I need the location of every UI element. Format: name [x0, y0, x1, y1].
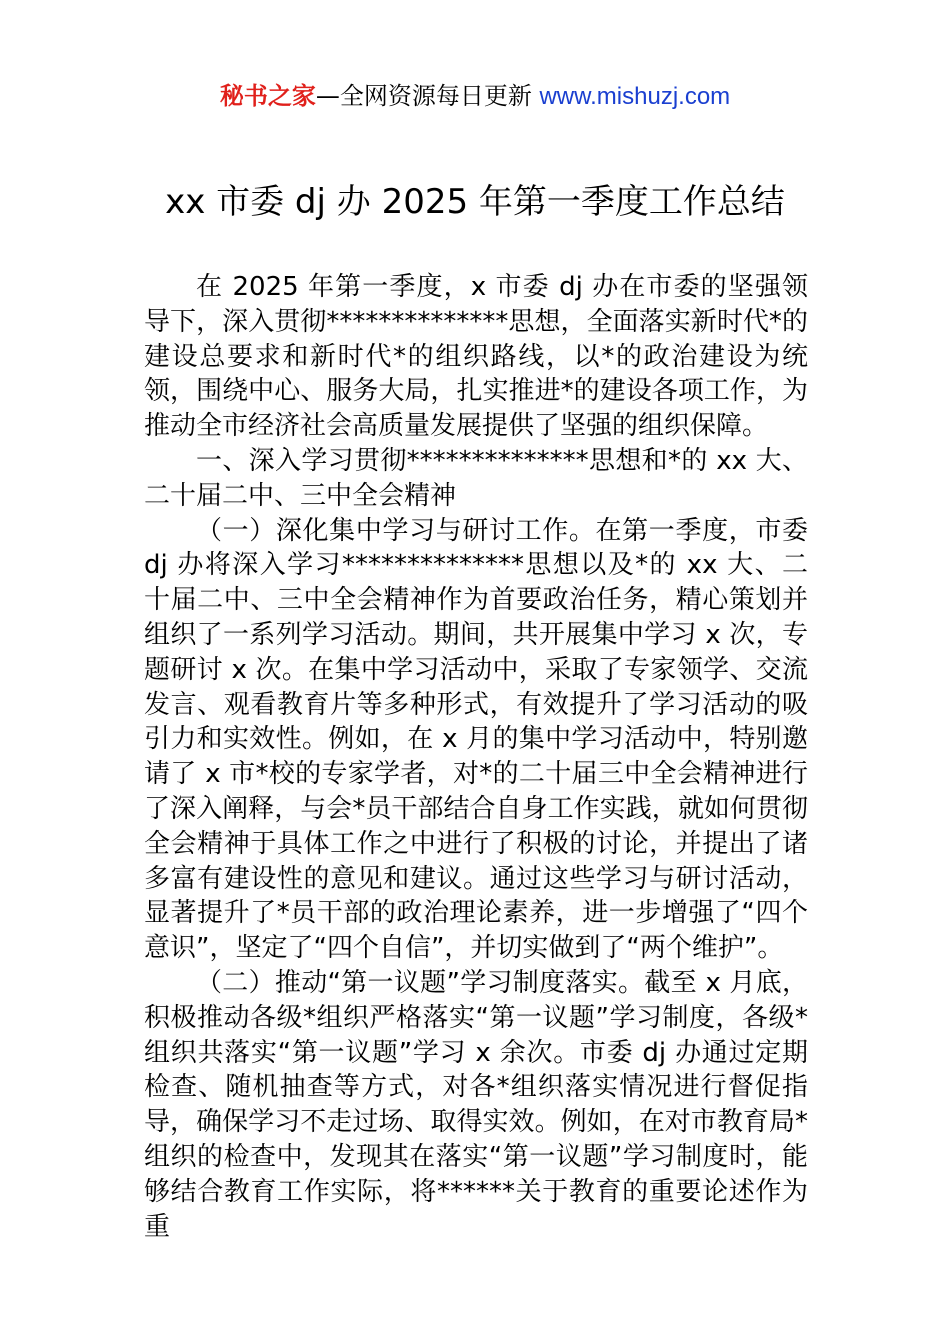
site-header [0, 80, 950, 113]
brand-name: 秘书之家 [219, 82, 316, 110]
section-heading-1: 一、深入学习贯彻**************思想和*的 xx 大、二十届二中、三中全会精神 [144, 445, 808, 511]
paragraph-subsection-2: （二）推动“第一议题”学习制度落实。截至 x 月底，积极推动各级*组织严格落实“第一议题”学习制度，各级*组织共落实“第一议题”学习 x 余次。市委 dj 办通过定期检查、随机抽查等方式，对各*组织落实情况进行督促指导，确保学习不走过场、取得实效。例如，在对市教育局*组织的检查中，发现其在落实“第一议题”学习制度时，能够结合教育工作实际，将******关于教育的重要论述作为重 [144, 967, 808, 1242]
document-body [144, 270, 808, 1244]
paragraph-intro: 在 2025 年第一季度，x 市委 dj 办在市委的坚强领导下，深入贯彻**************思想，全面落实新时代*的建设总要求和新时代*的组织路线，以*的政治建设为统领，围绕中心、服务大局，扎实推进*的建设各项工作，为推动全市经济社会高质量发展提供了坚强的组织保障。 [144, 272, 808, 442]
header-tagline: —全网资源每日更新 [315, 82, 540, 110]
document-title: xx 市委 dj 办 2025 年第一季度工作总结 [165, 182, 785, 222]
paragraph-subsection-1: （一）深化集中学习与研讨工作。在第一季度，市委 dj 办将深入学习**************思想以及*的 xx 大、二十届二中、三中全会精神作为首要政治任务，精心策划并组织了一系列学习活动。期间，共开展集中学习 x 次，专题研讨 x 次。在集中学习活动中，采取了专家领学、交流发言、观看教育片等多种形式，有效提升了学习活动的吸引力和实效性。例如，在 x 月的集中学习活动中，特别邀请了 x 市*校的专家学者，对*的二十届三中全会精神进行了深入阐释，与会*员干部结合自身工作实践，就如何贯彻全会精神于具体工作之中进行了积极的讨论，并提出了诸多富有建设性的意见和建议。通过这些学习与研讨活动，显著提升了*员干部的政治理论素养，进一步增强了“四个意识”，坚定了“四个自信”，并切实做到了“两个维护”。 [144, 515, 808, 964]
site-url-link[interactable]: www.mishuzj.com [539, 83, 731, 110]
